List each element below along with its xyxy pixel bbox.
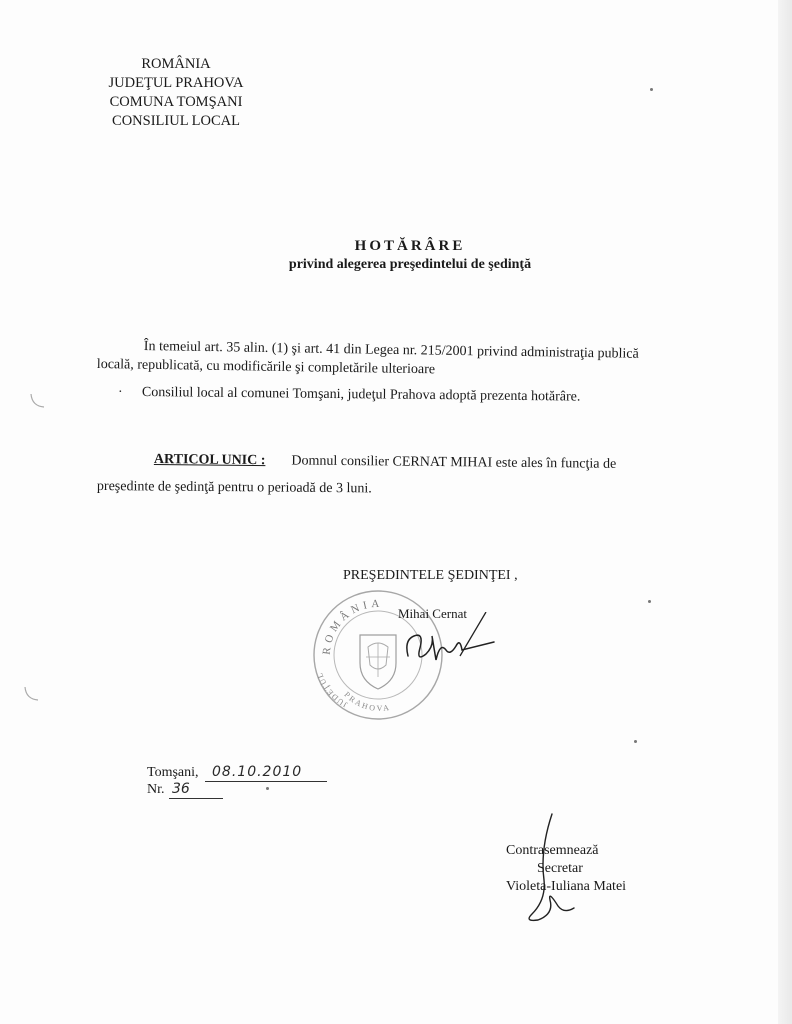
document-header [96,55,256,131]
scan-speck [266,787,269,790]
title-main: HOTĂRÂRE [354,238,466,254]
scan-speck [648,600,651,603]
preamble-line-3: Consiliul local al comunei Tomşani, judeţul Prahova adoptă prezenta hotărâre. [141,384,581,405]
stamp-text-left: JUDEŢUL [314,670,350,710]
header-council: CONSILIUL LOCAL [112,113,240,129]
secretary-label: Secretar [537,861,583,876]
countersign-label: Contrasemnează [506,843,599,858]
number-line [147,781,190,798]
place-label: Tomşani, [147,765,199,780]
stamp-text-bottom: PRAHOVA [342,689,392,713]
president-name: Mihai Cernat [398,606,467,621]
preamble-line-2: locală, republicată, cu modificările şi completările ulterioare [96,356,436,378]
punch-hole-mark [22,685,40,703]
scan-speck [650,88,653,91]
number-underline [169,798,223,799]
svg-text:ROMÂNIA [321,598,384,655]
place-date-line [147,764,302,781]
article-line-1 [154,452,616,473]
document-title [200,238,620,273]
page-edge [778,0,792,1024]
svg-text:PRAHOVA [342,690,391,713]
article-text-1: Domnul consilier CERNAT MIHAI este ales în funcţia de [291,453,617,472]
title-subtitle: privind alegerea preşedintelui de şedinţă [288,257,532,272]
stamp-text-top: ROMÂNIA [320,597,384,656]
article-label: ARTICOL UNIC : [153,452,266,469]
president-signature [400,612,500,672]
preamble-bullet: · [118,385,123,400]
article-line-2: preşedinte de şedinţă pentru o perioadă de 3 luni. [96,479,372,497]
header-county: JUDEŢUL PRAHOVA [108,75,244,91]
secretary-name: Violeta-Iuliana Matei [506,879,627,894]
header-country: ROMÂNIA [141,56,211,72]
preamble-line-1: În temeiul art. 35 alin. (1) şi art. 41 din Legea nr. 215/2001 privind administraţia publică [143,338,639,362]
svg-text:JUDEŢUL [315,671,349,709]
handwritten-number: 36 [172,781,190,797]
president-title: PREŞEDINTELE ŞEDINŢEI , [343,568,518,583]
handwritten-date: 08.10.2010 [212,764,303,780]
header-commune: COMUNA TOMŞANI [109,94,243,110]
scan-speck [634,740,637,743]
coat-of-arms-icon [360,635,396,689]
date-underline [205,781,327,782]
punch-hole-mark [28,392,46,410]
countersign-block [506,842,626,896]
number-label: Nr. [147,782,165,797]
